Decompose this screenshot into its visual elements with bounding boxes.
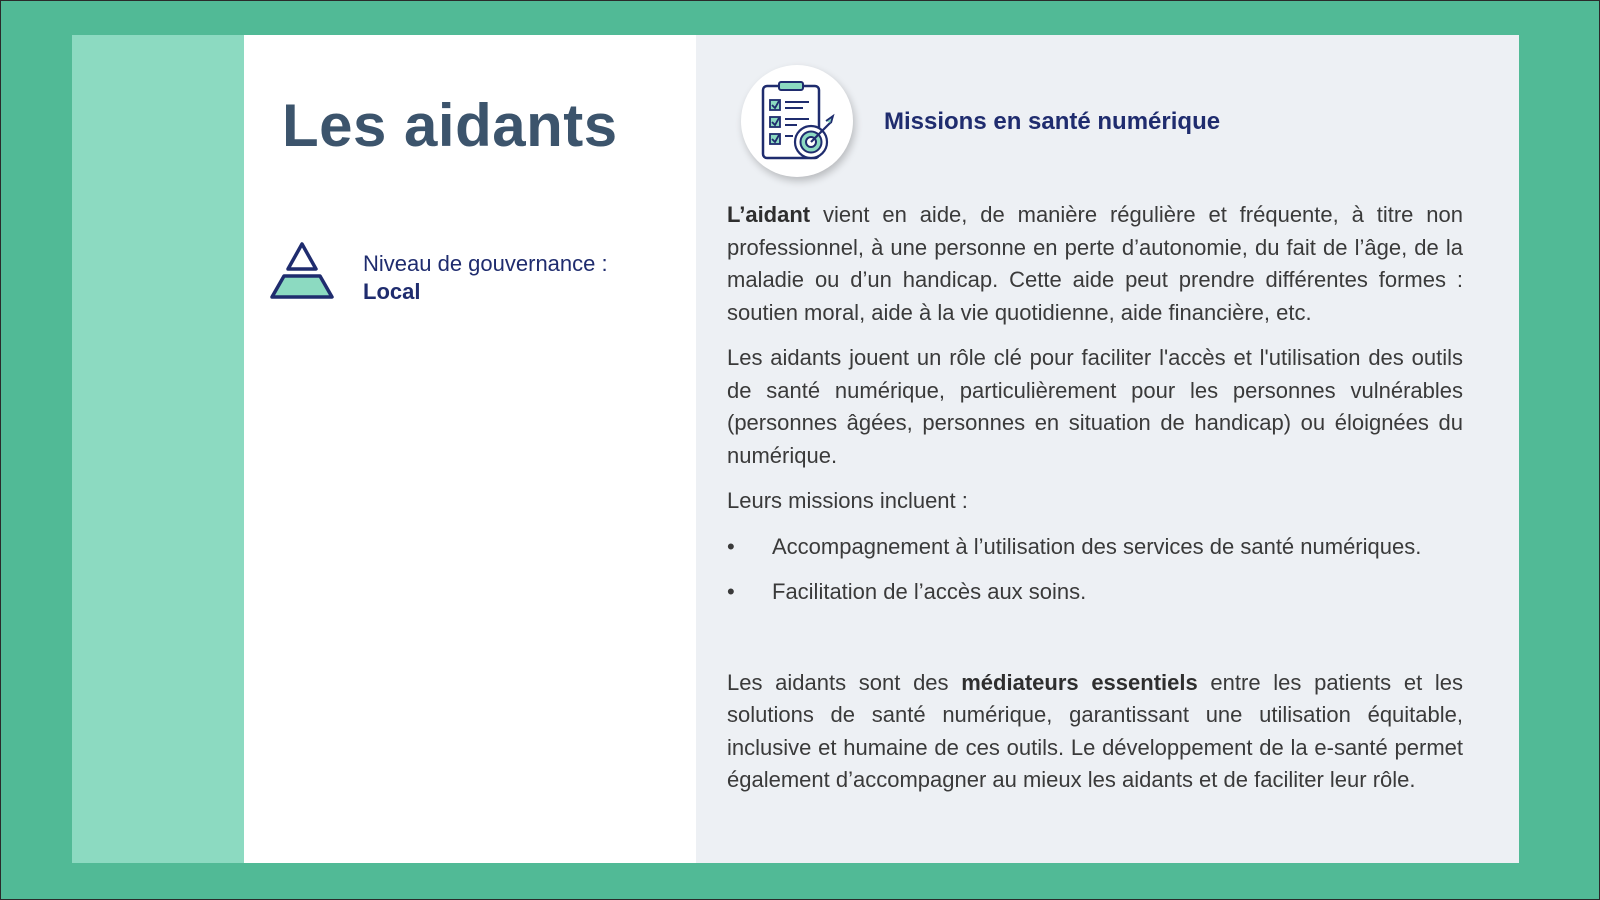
governance-value: Local	[363, 279, 421, 304]
closing-before: Les aidants sont des	[727, 669, 962, 695]
pyramid-icon	[268, 241, 336, 301]
slide-card	[72, 35, 1519, 863]
right-panel	[696, 35, 1519, 863]
bullet-symbol: •	[727, 579, 735, 604]
missions-title: Missions en santé numérique	[884, 108, 1221, 135]
missions-intro: Leurs missions incluent :	[727, 488, 968, 513]
governance-label: Niveau de gouvernance :	[363, 251, 608, 276]
left-panel	[244, 35, 696, 863]
intro-paragraph	[727, 199, 1463, 329]
intro-text: vient en aide, de manière régulière et fréquente, à titre non professionnel, à une personne en perte d’autonomie, du fait de l’âge, de la maladie ou d’un handicap. Cette aide peut prendre différentes formes : soutien moral, aide à la vie quotidienne, aide financière, etc.	[727, 202, 1463, 325]
governance-level	[268, 240, 608, 306]
closing-paragraph	[727, 667, 1463, 797]
page-title: Les aidants	[282, 92, 618, 159]
content-body	[727, 199, 1463, 810]
role-paragraph: Les aidants jouent un rôle clé pour faciliter l'accès et l'utilisation des outils de santé numérique, particulièrement pour les personnes vulnérables (personnes âgées, personnes en situation de handicap) ou éloignées du numérique.	[727, 345, 1463, 468]
closing-after: entre les patients et les solutions de santé numérique, garantissant une utilisation équitable, inclusive et humaine de ces outils. Le développement de la e-santé permet également d’accompagner au mieux les aidants et de faciliter leur rôle.	[727, 669, 1463, 792]
list-item-text: Accompagnement à l’utilisation des services de santé numériques.	[772, 533, 1422, 559]
closing-bold: médiateurs essentiels	[961, 669, 1198, 695]
bullet-symbol: •	[727, 533, 735, 559]
intro-bold: L’aidant	[727, 202, 811, 227]
missions-badge	[741, 65, 853, 177]
checklist-target-icon	[757, 80, 837, 162]
list-item-text: Facilitation de l’accès aux soins.	[772, 579, 1087, 604]
accent-strip	[72, 35, 244, 863]
missions-list	[727, 531, 1463, 609]
list-item	[727, 576, 1463, 609]
list-item	[727, 531, 1463, 564]
